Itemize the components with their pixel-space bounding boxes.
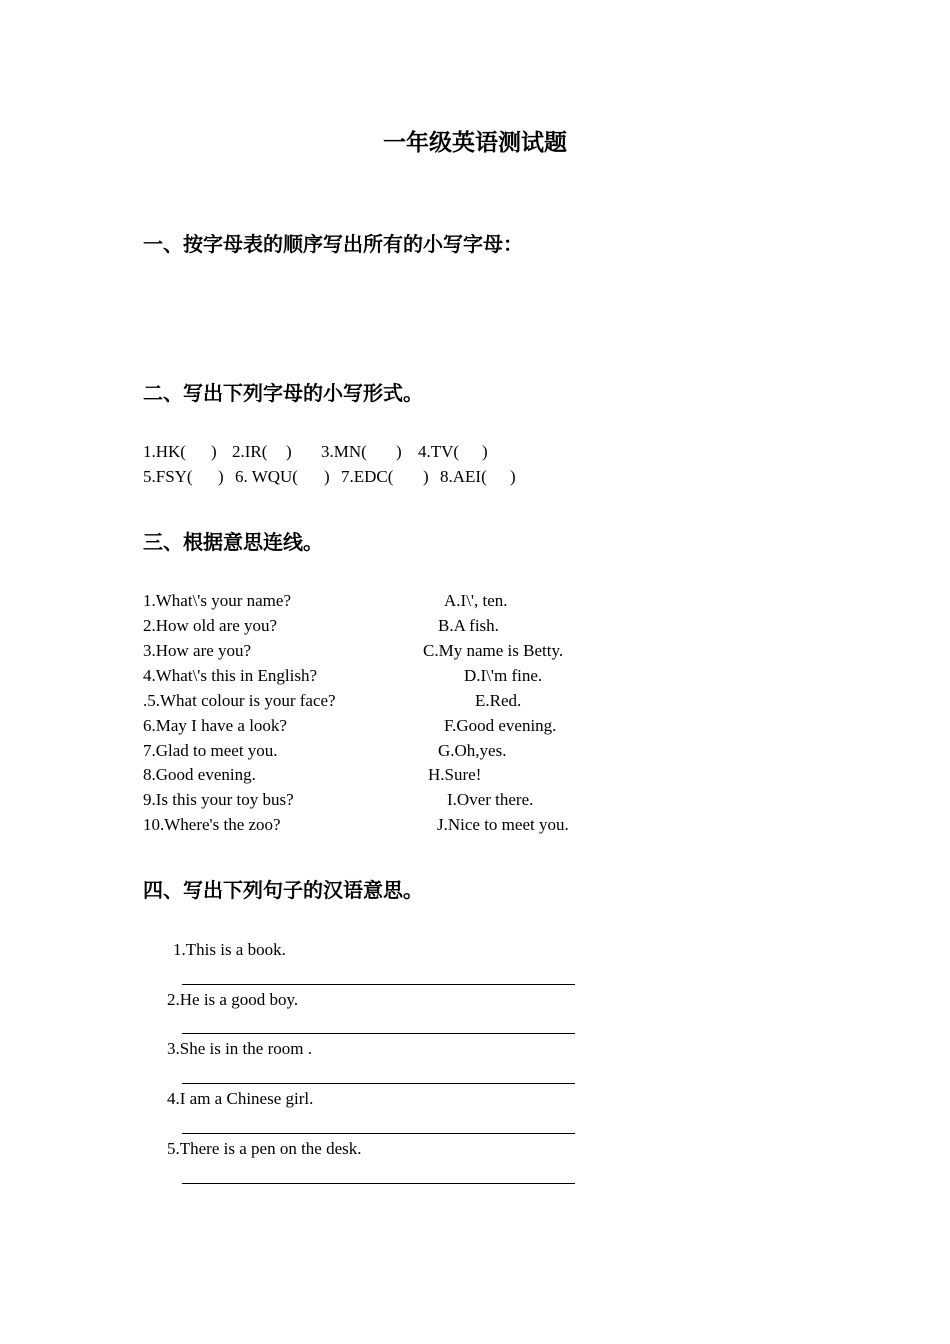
- letters-item-7-close: ): [423, 467, 429, 486]
- letters-item-4: 4.TV(: [418, 442, 460, 461]
- question-item: .5.What colour is your face?: [143, 691, 336, 710]
- question-item: 4.What\'s this in English?: [143, 666, 317, 685]
- answer-line[interactable]: [182, 1183, 575, 1184]
- answer-item: H.Sure!: [428, 765, 482, 784]
- sentence-item: 1.This is a book.: [173, 940, 286, 959]
- section-4-heading: 四、写出下列句子的汉语意思。: [143, 878, 423, 902]
- answer-line[interactable]: [182, 984, 575, 985]
- answer-item: E.Red.: [475, 691, 522, 710]
- question-item: 8.Good evening.: [143, 765, 256, 784]
- letters-item-8-close: ): [510, 467, 516, 486]
- question-item: 3.How are you?: [143, 641, 252, 660]
- question-item: 7.Glad to meet you.: [143, 741, 278, 760]
- answer-line[interactable]: [182, 1133, 575, 1134]
- letters-item-2: 2.IR(: [232, 442, 268, 461]
- question-item: 9.Is this your toy bus?: [143, 790, 294, 809]
- answer-item: G.Oh,yes.: [438, 741, 507, 760]
- question-item: 1.What\'s your name?: [143, 591, 291, 610]
- sentence-item: 5.There is a pen on the desk.: [167, 1139, 362, 1158]
- letters-item-2-close: ): [286, 442, 292, 461]
- answer-item: B.A fish.: [438, 616, 499, 635]
- section-3-heading: 三、根据意思连线。: [143, 530, 323, 554]
- page-title: 一年级英语测试题: [383, 130, 567, 156]
- answer-item: I.Over there.: [447, 790, 534, 809]
- letters-item-6: 6. WQU(: [235, 467, 298, 486]
- question-item: 10.Where's the zoo?: [143, 815, 281, 834]
- answer-line[interactable]: [182, 1083, 575, 1084]
- sentence-item: 4.I am a Chinese girl.: [167, 1089, 314, 1108]
- section-1-answer-area: [143, 262, 803, 372]
- letters-item-8: 8.AEI(: [440, 467, 487, 486]
- question-item: 2.How old are you?: [143, 616, 278, 635]
- question-item: 6.May I have a look?: [143, 716, 287, 735]
- letters-item-3: 3.MN(: [321, 442, 367, 461]
- letters-item-3-close: ): [396, 442, 402, 461]
- letters-item-4-close: ): [482, 442, 488, 461]
- sentence-item: 3.She is in the room .: [167, 1039, 312, 1058]
- section-2-heading: 二、写出下列字母的小写形式。: [143, 381, 423, 405]
- answer-item: C.My name is Betty.: [423, 641, 564, 660]
- letters-item-1: 1.HK(: [143, 442, 186, 461]
- answer-item: J.Nice to meet you.: [437, 815, 569, 834]
- letters-item-1-close: ): [211, 442, 217, 461]
- letters-item-7: 7.EDC(: [341, 467, 394, 486]
- section-1-heading: 一、按字母表的顺序写出所有的小写字母：: [143, 232, 523, 256]
- answer-line[interactable]: [182, 1033, 575, 1034]
- letters-item-6-close: ): [324, 467, 330, 486]
- answer-item: A.I\', ten.: [444, 591, 508, 610]
- letters-item-5: 5.FSY(: [143, 467, 193, 486]
- sentence-item: 2.He is a good boy.: [167, 990, 299, 1009]
- answer-item: F.Good evening.: [444, 716, 557, 735]
- letters-item-5-close: ): [218, 467, 224, 486]
- answer-item: D.I\'m fine.: [464, 666, 543, 685]
